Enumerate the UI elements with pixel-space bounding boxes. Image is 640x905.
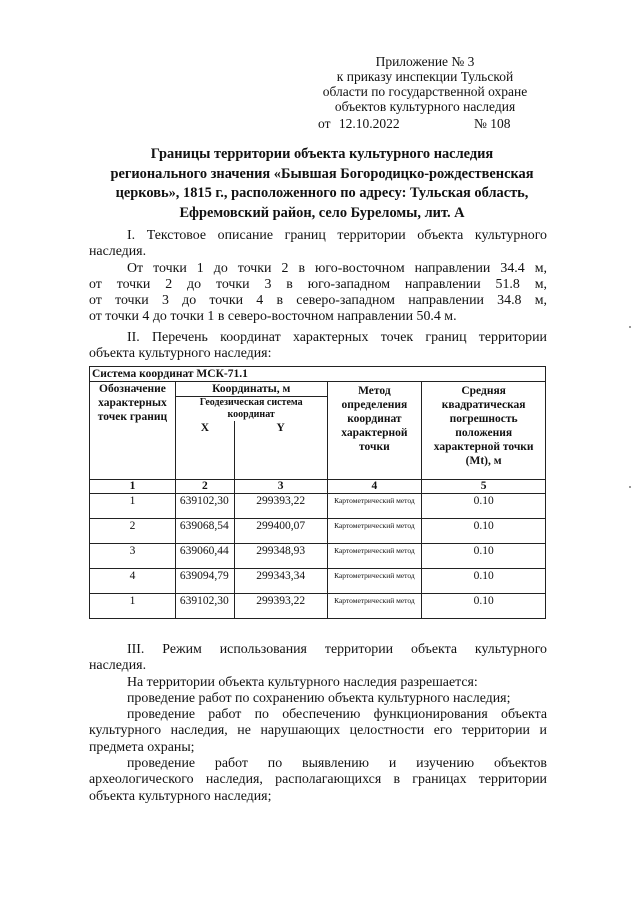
table-system-row <box>90 367 546 382</box>
coord-x: 639060,44 <box>175 544 234 569</box>
order-date: 12.10.2022 <box>338 116 400 131</box>
section-3-heading: III. Режим использования территории объекта культурного <box>127 642 547 657</box>
accuracy: 0.10 <box>422 569 546 594</box>
point-id: 1 <box>90 494 176 519</box>
method: Картометрический метод <box>327 594 422 619</box>
col-x-header: X <box>175 421 234 480</box>
table-header-row <box>90 382 546 397</box>
boundary-description-line: от точки 2 до точки 3 в юго-западном направлении 51.8 м, <box>89 276 547 292</box>
col-point-header: Обозначение характерных точек границ <box>90 382 176 480</box>
appendix-header <box>300 54 550 114</box>
permitted-item-cont: археологического наследия, располагающихся в границах территории <box>89 772 547 788</box>
permitted-item-cont: предмета охраны; <box>89 739 195 755</box>
appendix-line: к приказу инспекции Тульской <box>336 69 514 84</box>
permitted-item: проведение работ по выявлению и изучению объектов <box>127 756 547 772</box>
col-accuracy-header: Средняя квадратическая погрешность положения характерной точки (Mt), м <box>422 382 546 480</box>
table-row <box>90 544 546 569</box>
title-line: Ефремовский район, село Буреломы, лит. А <box>179 204 465 221</box>
point-id: 1 <box>90 594 176 619</box>
column-number: 5 <box>422 480 546 494</box>
title-line: регионального значения «Бывшая Богородицко-рождественская <box>110 165 534 182</box>
method: Картометрический метод <box>327 519 422 544</box>
coord-x: 639102,30 <box>175 494 234 519</box>
column-number: 4 <box>327 480 422 494</box>
coord-x: 639102,30 <box>175 594 234 619</box>
section-2-heading: II. Перечень координат характерных точек границ территории <box>127 330 547 345</box>
permitted-item: проведение работ по сохранению объекта культурного наследия; <box>127 690 511 706</box>
scan-mark <box>629 326 631 328</box>
order-date-line <box>318 116 511 132</box>
title-line: церковь», 1815 г., расположенного по адресу: Тульская область, <box>115 185 529 201</box>
method: Картометрический метод <box>327 494 422 519</box>
section-1-heading-cont: наследия. <box>89 244 147 260</box>
point-id: 3 <box>90 544 176 569</box>
appendix-line: Приложение № 3 <box>375 54 475 69</box>
col-method-header: Метод определения координат характерной точки <box>327 382 422 480</box>
boundary-description-line: От точки 1 до точки 2 в юго-восточном направлении 34.4 м, <box>127 260 547 276</box>
section-1 <box>89 228 547 326</box>
coord-y: 299393,22 <box>234 494 327 519</box>
order-number: № 108 <box>474 116 511 131</box>
column-number: 2 <box>175 480 234 494</box>
coordinate-system-label: Система координат МСК-71.1 <box>90 367 546 382</box>
coord-x: 639094,79 <box>175 569 234 594</box>
permitted-intro: На территории объекта культурного наследия разрешается: <box>127 674 478 690</box>
coord-x: 639068,54 <box>175 519 234 544</box>
coord-y: 299343,34 <box>234 569 327 594</box>
column-number: 3 <box>234 480 327 494</box>
method: Картометрический метод <box>327 569 422 594</box>
column-number: 1 <box>90 480 176 494</box>
table-row <box>90 519 546 544</box>
section-3-heading-cont: наследия. <box>89 658 147 674</box>
coord-y: 299400,07 <box>234 519 327 544</box>
col-y-header: Y <box>234 421 327 480</box>
accuracy: 0.10 <box>422 594 546 619</box>
permitted-item: проведение работ по обеспечению функционирования объекта <box>127 707 547 723</box>
accuracy: 0.10 <box>422 494 546 519</box>
point-id: 2 <box>90 519 176 544</box>
method: Картометрический метод <box>327 544 422 569</box>
accuracy: 0.10 <box>422 519 546 544</box>
date-label: от <box>318 116 331 131</box>
appendix-line: объектов культурного наследия <box>334 99 516 114</box>
table-row <box>90 494 546 519</box>
point-id: 4 <box>90 569 176 594</box>
permitted-item-cont: культурного наследия, не нарушающих целостности его территории и <box>89 723 547 739</box>
appendix-line: области по государственной охране <box>322 84 528 99</box>
title-line: Границы территории объекта культурного наследия <box>150 146 494 162</box>
section-1-heading: I. Текстовое описание границ территории объекта культурного <box>127 228 547 243</box>
document-title <box>80 145 564 223</box>
section-3 <box>89 642 547 805</box>
table-row <box>90 594 546 619</box>
section-2 <box>89 330 547 363</box>
coord-y: 299393,22 <box>234 594 327 619</box>
permitted-item-cont: объекта культурного наследия; <box>89 788 272 804</box>
accuracy: 0.10 <box>422 544 546 569</box>
scan-mark <box>629 486 631 488</box>
col-coords-header: Координаты, м <box>175 382 327 397</box>
table-row <box>90 569 546 594</box>
boundary-description-line: от точки 4 до точки 1 в северо-восточном направлении 50.4 м. <box>89 309 457 325</box>
table-column-numbers-row <box>90 480 546 494</box>
coordinates-table <box>89 366 546 619</box>
col-geo-system-header: Геодезическая система координат <box>175 397 327 422</box>
boundary-description-line: от точки 3 до точки 4 в северо-западном направлении 34.8 м, <box>89 293 547 309</box>
section-2-heading-cont: объекта культурного наследия: <box>89 346 272 362</box>
coord-y: 299348,93 <box>234 544 327 569</box>
